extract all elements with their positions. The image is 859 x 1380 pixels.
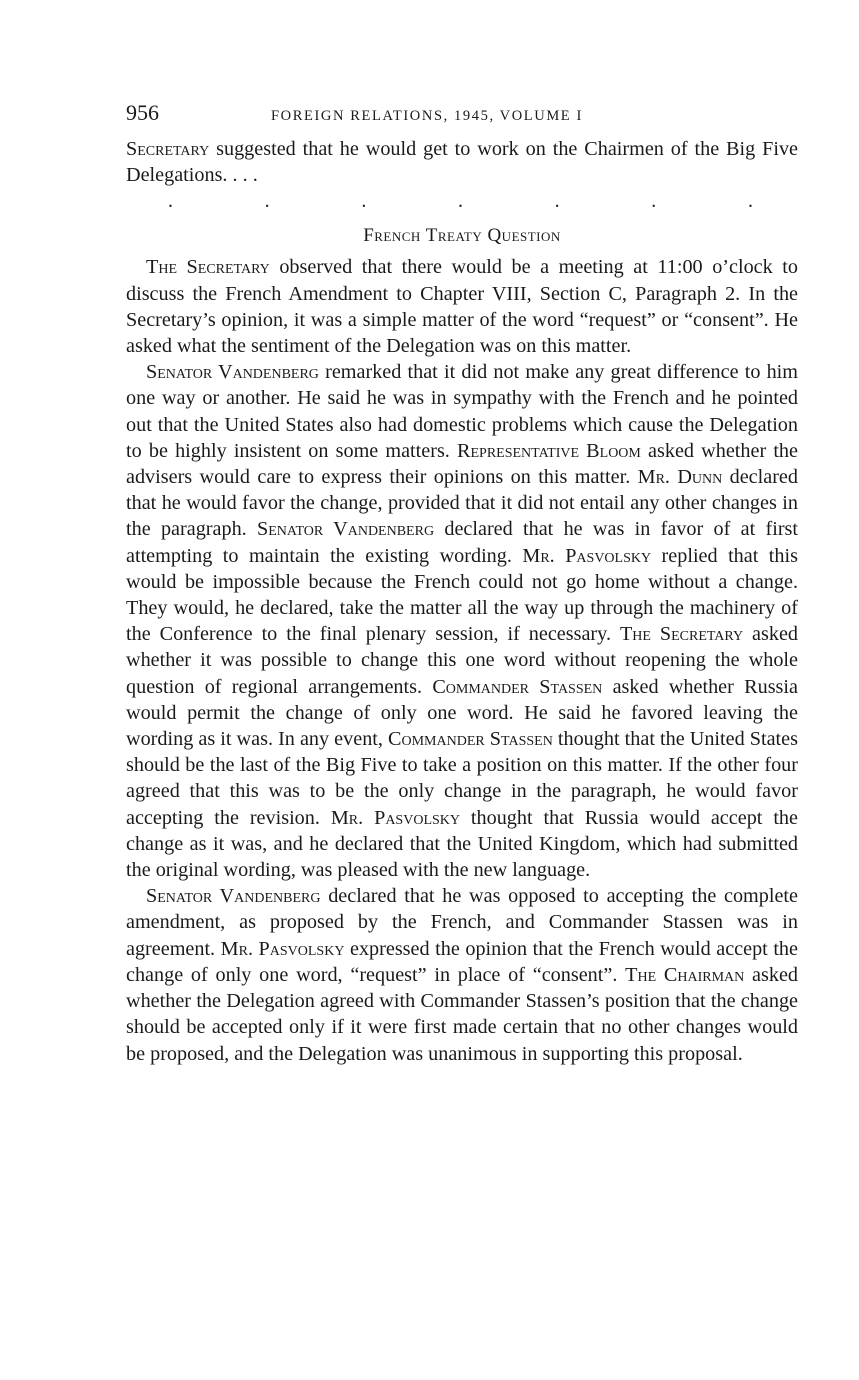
paragraph-text: declared that he would favor the change, provided that it did not entail any other changes in the paragraph. xyxy=(126,466,798,541)
paragraph-text: asked whether the advisers would care to express their opinions on this matter. xyxy=(126,439,798,489)
omission-dot: . xyxy=(264,190,270,213)
body-paragraph xyxy=(126,883,798,1066)
paragraph-text: replied that this would be impossible because the French could not go home without a change. They would, he declared, take the matter all the way up through the machinery of the Conference to the final plenary session, if necessary. xyxy=(126,544,798,646)
paragraph-text: observed that there would be a meeting at 11:00 o’clock to discuss the French Amendment to Chapter VIII, Section C, Paragraph 2. In the Secretary’s opinion, it was a simple matter of the word “request” or “consent”. He asked what the sentiment of the Delegation was on this matter. xyxy=(126,256,798,358)
speaker-name: The Chairman xyxy=(625,963,745,986)
speaker-name: Secretary xyxy=(126,138,210,160)
body-paragraph xyxy=(126,359,798,883)
document-page xyxy=(126,100,798,1067)
omission-dot: . xyxy=(457,190,463,213)
paragraph-text: expressed the opinion that the French would accept the change of only one word, “request” in place of “consent”. xyxy=(126,937,798,986)
paragraph-text: asked whether the Delegation agreed with Commander Stassen’s position that the change should be accepted only if it were first made certain that no other changes would be proposed, and the Delegation was unanimous in supporting this proposal. xyxy=(126,963,798,1065)
speaker-name: Mr. Pasvolsky xyxy=(522,544,652,567)
paragraph-text: thought that Russia would accept the change as it was, and he declared that the United Kingdom, which had submitted the original wording, was pleased with the new language. xyxy=(126,806,798,882)
omission-dot: . xyxy=(554,190,560,213)
omission-dots xyxy=(126,188,798,214)
page-number: 956 xyxy=(126,100,159,125)
running-title: FOREIGN RELATIONS, 1945, VOLUME I xyxy=(271,108,583,124)
paragraph-text: asked whether Russia would permit the change of only one word. He said he favored leaving the wording as it was. In any event, xyxy=(126,675,798,751)
speaker-name: The Secretary xyxy=(146,256,270,279)
speaker-name: Mr. Pasvolsky xyxy=(220,937,345,960)
body-paragraph xyxy=(126,254,798,359)
omission-dot: . xyxy=(651,190,657,213)
paragraph-text: asked whether it was possible to change this one word without reopening the whole question of regional arrangements. xyxy=(126,623,798,698)
speaker-name: Senator Vandenberg xyxy=(146,361,319,384)
carryover-text: suggested that he would get to work on the Chairmen of the Big Five Delegations. . . . xyxy=(126,138,798,187)
carryover-paragraph xyxy=(126,136,798,188)
speaker-name: Representative Bloom xyxy=(457,439,641,462)
body-text xyxy=(126,254,798,1066)
speaker-name: Commander Stassen xyxy=(388,728,553,751)
omission-dot: . xyxy=(361,190,367,213)
speaker-name: Senator Vandenberg xyxy=(146,885,321,908)
speaker-name: Commander Stassen xyxy=(432,675,603,698)
omission-dot: . xyxy=(747,190,753,213)
running-head xyxy=(126,100,798,136)
speaker-name: Senator Vandenberg xyxy=(257,518,435,541)
section-heading: French Treaty Question xyxy=(363,225,561,247)
paragraph-text: declared that he was opposed to accepting the complete amendment, as proposed by the French, and Commander Stassen was in agreement. xyxy=(126,885,798,960)
speaker-name: Mr. Pasvolsky xyxy=(330,806,460,829)
paragraph-text: remarked that it did not make any great difference to him one way or another. He said he was in sympathy with the French and he pointed out that the United States also had domestic problems which cause the Delegation to be highly insistent on some matters. xyxy=(126,361,798,462)
speaker-name: Mr. Dunn xyxy=(637,466,723,489)
paragraph-text: thought that the United States should be the last of the Big Five to take a position on this matter. If the other four agreed that this was to be the only change in the paragraph, he would favor accepting the revision. xyxy=(126,728,798,829)
omission-dot: . xyxy=(168,190,173,213)
paragraph-text: declared that he was in favor of at first attempting to maintain the existing wording. xyxy=(126,518,799,567)
speaker-name: The Secretary xyxy=(619,623,744,646)
